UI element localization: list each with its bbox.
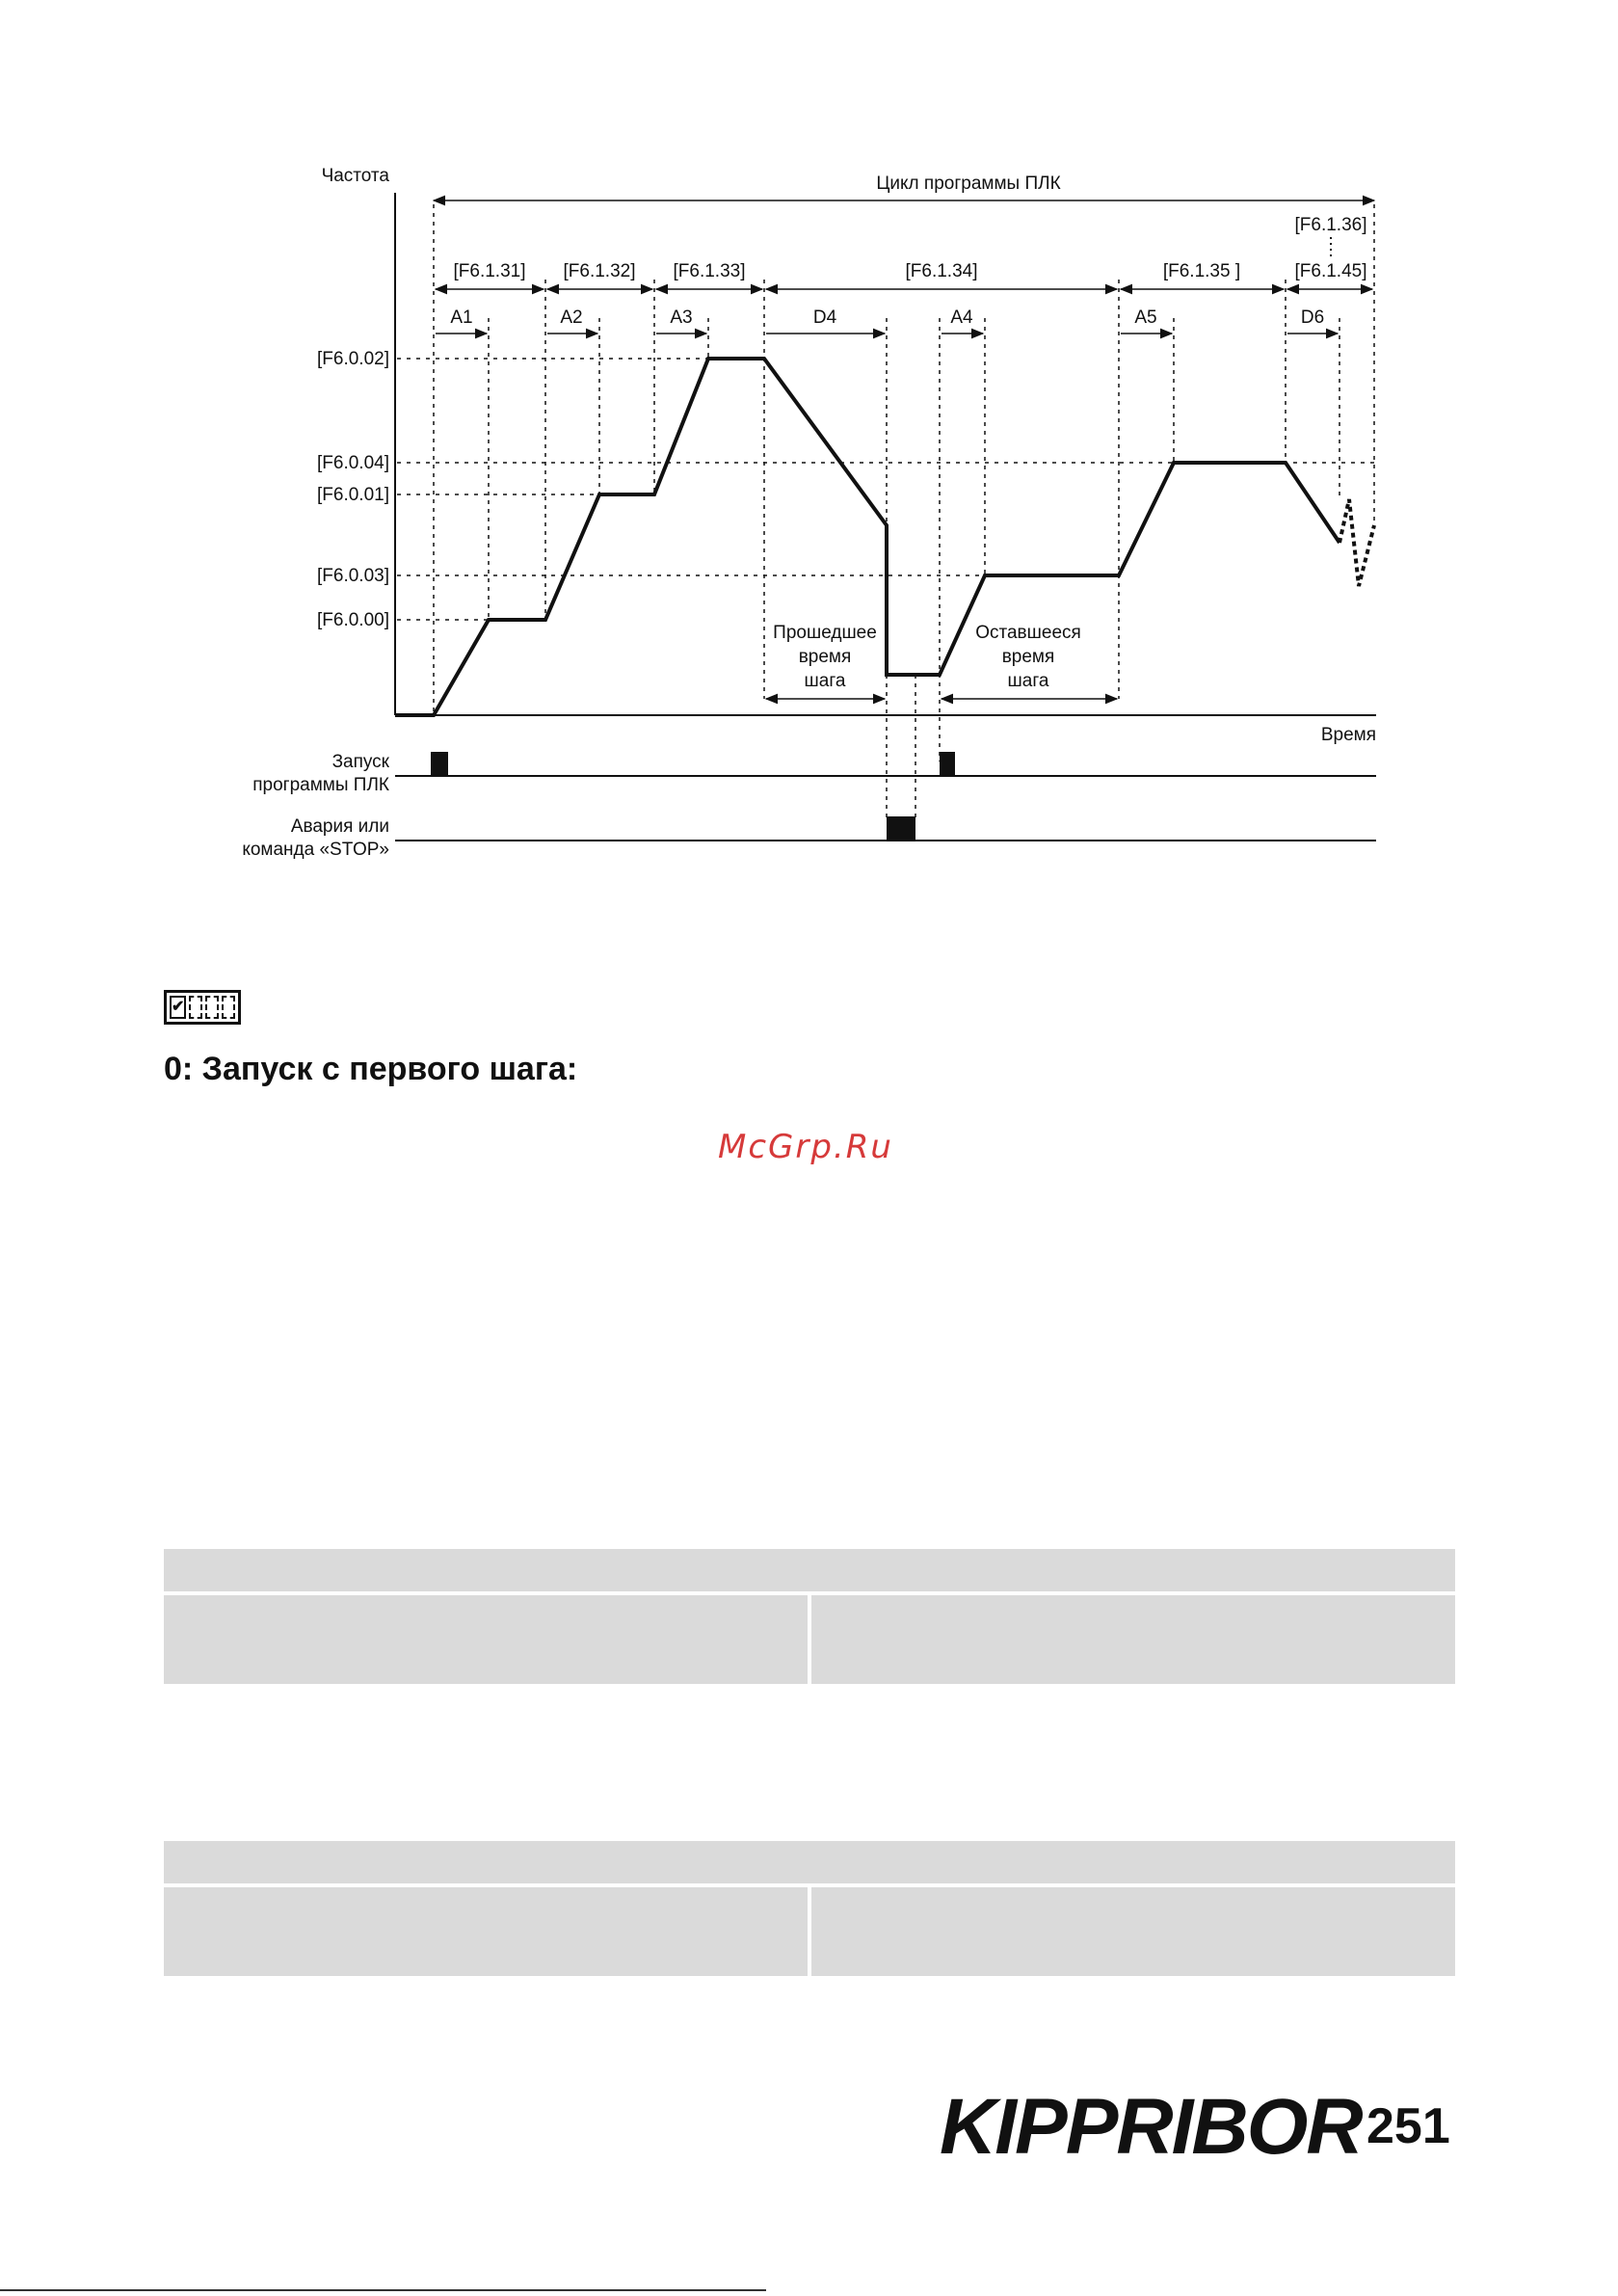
table-row (164, 1595, 1455, 1684)
level-label-f6003: [F6.0.03] (317, 566, 389, 586)
table-cell (164, 1595, 808, 1684)
cycle-label: Цикл программы ПЛК (876, 174, 1061, 194)
section-heading: 0: Запуск с первого шага: (164, 1051, 578, 1087)
signal-start-label-1: Запуск (332, 752, 389, 772)
param-table-2 (164, 1841, 1455, 1976)
level-label-f6004: [F6.0.04] (317, 453, 389, 473)
frequency-tail (1339, 499, 1374, 586)
table-cell (811, 1595, 1455, 1684)
phase-label-a5: A5 (1134, 307, 1157, 328)
step-label-f6135: [F6.1.35 ] (1162, 261, 1241, 281)
frequency-curve (395, 359, 1339, 715)
param-table-1 (164, 1549, 1455, 1684)
level-label-f6000: [F6.0.00] (317, 610, 389, 630)
check-icon: ✔ (170, 996, 186, 1019)
step-label-f6133: [F6.1.33] (673, 261, 746, 281)
table-row (164, 1887, 1455, 1976)
empty-box-icon (205, 996, 219, 1019)
table-header (164, 1549, 1455, 1591)
x-axis-label: Время (1320, 725, 1376, 745)
step-label-f6131: [F6.1.31] (453, 261, 526, 281)
signal-start-pulse-2 (940, 752, 955, 776)
table-cell (811, 1887, 1455, 1976)
remaining-text-1: Оставшееся (975, 623, 1081, 643)
phase-label-d4: D4 (812, 307, 837, 328)
mode-checkbox-icon (164, 990, 241, 1025)
level-label-f6002: [F6.0.02] (317, 349, 389, 369)
watermark: McGrp.Ru (718, 1128, 893, 1166)
brand-logo: KIPPRIBOR (940, 2083, 1362, 2171)
signal-alarm-label-1: Авария или (290, 816, 389, 837)
signal-start-pulse-1 (431, 752, 448, 776)
step-label-f6134: [F6.1.34] (905, 261, 978, 281)
phase-label-a3: A3 (670, 307, 693, 328)
table-header (164, 1841, 1455, 1883)
remaining-text-3: шага (1007, 671, 1049, 691)
step-boundaries (434, 204, 1374, 819)
signal-alarm-label-2: команда «STOP» (242, 840, 389, 860)
step-label-f6132: [F6.1.32] (563, 261, 636, 281)
bottom-rule (0, 2289, 766, 2291)
elapsed-text-3: шага (804, 671, 846, 691)
phase-label-a2: A2 (560, 307, 583, 328)
phase-label-a1: A1 (450, 307, 473, 328)
table-cell (164, 1887, 808, 1976)
remaining-text-2: время (1001, 647, 1055, 667)
page-number: 251 (1366, 2098, 1450, 2154)
empty-box-icon (189, 996, 202, 1019)
phase-label-d6: D6 (1300, 307, 1325, 328)
step-label-f6145: [F6.1.45] (1294, 261, 1367, 281)
level-label-f6001: [F6.0.01] (317, 485, 389, 505)
plc-program-diagram (0, 0, 1618, 906)
empty-box-icon (222, 996, 235, 1019)
elapsed-text-1: Прошедшее (773, 623, 877, 643)
phase-label-a4: A4 (950, 307, 973, 328)
elapsed-text-2: время (798, 647, 852, 667)
signal-alarm-pulse (887, 816, 915, 841)
y-axis-label: Частота (321, 166, 389, 186)
step-label-f6136: [F6.1.36] (1294, 215, 1367, 235)
signal-start-label-2: программы ПЛК (252, 775, 389, 795)
